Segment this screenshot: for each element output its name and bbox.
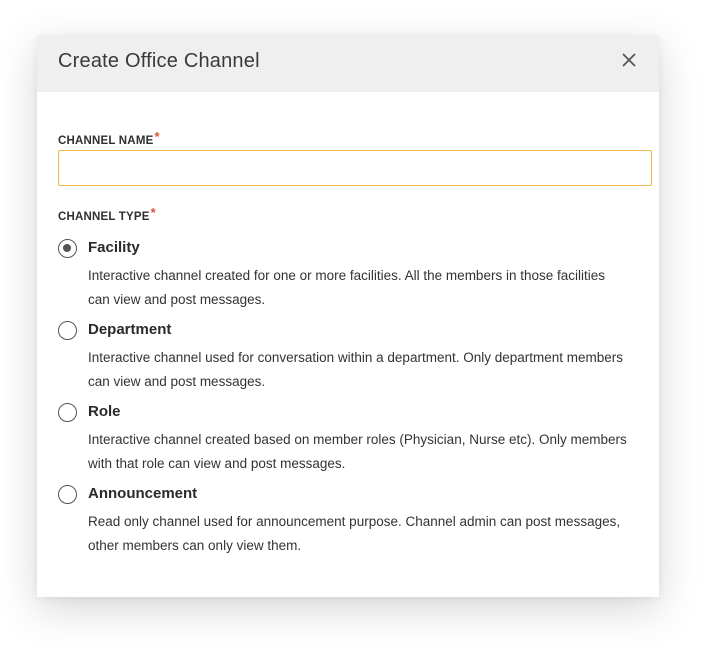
dialog-header — [37, 35, 659, 92]
option-title: Department — [88, 321, 172, 338]
channel-name-label — [58, 129, 160, 147]
radio-unchecked-icon[interactable] — [58, 403, 77, 422]
close-icon — [621, 52, 637, 68]
radio-checked-icon[interactable] — [58, 239, 77, 258]
radio-unchecked-icon[interactable] — [58, 321, 77, 340]
option-description: Interactive channel created based on member roles (Physician, Nurse etc). Only members with that role can view and post messages. — [88, 432, 627, 471]
channel-type-label-text: CHANNEL TYPE — [58, 211, 150, 223]
option-description: Interactive channel created for one or more facilities. All the members in those facilities can view and post messages. — [88, 268, 605, 307]
option-title: Facility — [88, 239, 140, 256]
radio-unchecked-icon[interactable] — [58, 485, 77, 504]
option-title: Role — [88, 403, 121, 420]
required-asterisk: * — [150, 205, 156, 220]
channel-name-input[interactable] — [58, 150, 652, 186]
channel-type-label — [58, 205, 156, 223]
required-asterisk: * — [154, 129, 160, 144]
channel-name-label-text: CHANNEL NAME — [58, 135, 154, 147]
option-description: Interactive channel used for conversation within a department. Only department members can view and post messages. — [88, 350, 624, 389]
option-description: Read only channel used for announcement purpose. Channel admin can post messages, other members can only view them. — [88, 514, 621, 553]
close-button[interactable] — [621, 52, 637, 68]
option-title: Announcement — [88, 485, 198, 502]
dialog-title: Create Office Channel — [58, 50, 260, 72]
create-channel-dialog — [37, 35, 659, 597]
